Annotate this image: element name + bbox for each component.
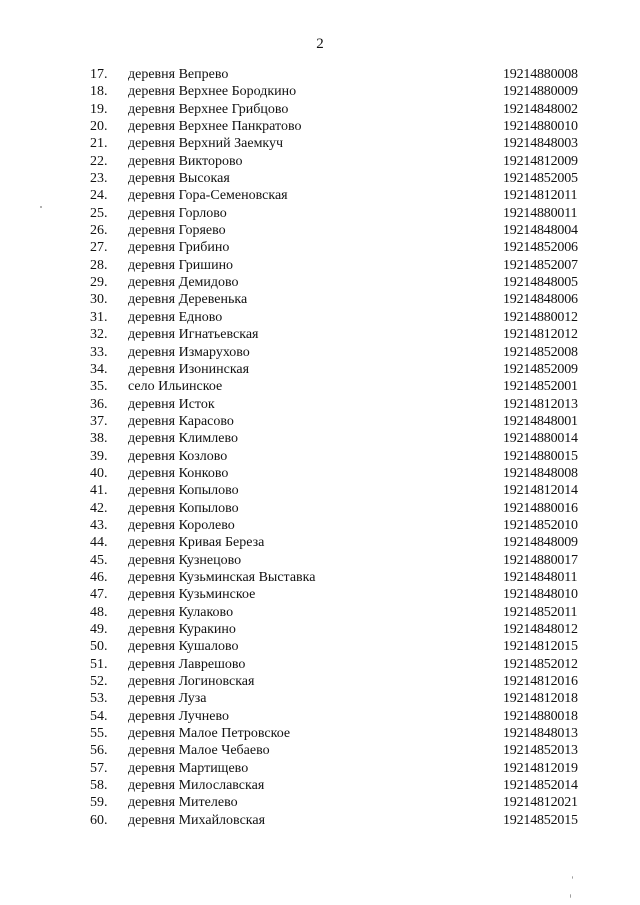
settlement-name: деревня Лаврешово [128, 656, 246, 672]
list-item [0, 794, 640, 811]
row-number: 54. [90, 708, 108, 724]
settlement-code: 19214880011 [503, 205, 578, 221]
list-item [0, 326, 640, 343]
settlement-name: деревня Карасово [128, 413, 234, 429]
row-number: 22. [90, 153, 108, 169]
settlement-name: деревня Кривая Береза [128, 535, 265, 551]
row-number: 23. [90, 171, 108, 187]
scan-speck [570, 894, 571, 898]
list-item [0, 205, 640, 222]
settlement-code: 19214848002 [503, 101, 578, 117]
list-item [0, 812, 640, 829]
settlement-name: деревня Верхнее Бородкино [128, 84, 297, 100]
list-item [0, 656, 640, 673]
settlement-name: деревня Едново [128, 309, 223, 325]
row-number: 39. [90, 448, 108, 464]
settlement-name: село Ильинское [128, 379, 223, 395]
row-number: 36. [90, 396, 108, 412]
list-item [0, 482, 640, 499]
settlement-name: деревня Луза [128, 691, 207, 707]
row-number: 30. [90, 292, 108, 308]
list-item [0, 118, 640, 135]
settlement-code: 19214880008 [503, 67, 578, 82]
row-number: 31. [90, 309, 108, 325]
settlement-name: деревня Викторово [128, 153, 243, 169]
list-item [0, 396, 640, 413]
settlement-name: деревня Кулаково [128, 604, 234, 620]
settlement-code: 19214848006 [503, 292, 578, 308]
list-item [0, 187, 640, 204]
settlement-name: деревня Горяево [128, 223, 226, 239]
settlement-name: деревня Кушалово [128, 639, 239, 655]
settlement-code: 19214848001 [503, 413, 578, 429]
settlement-name: деревня Копылово [128, 483, 239, 499]
settlement-code: 19214812018 [503, 691, 578, 707]
list-item [0, 534, 640, 551]
settlement-code: 19214852005 [503, 171, 578, 187]
settlement-name: деревня Климлево [128, 431, 238, 447]
settlement-name: деревня Копылово [128, 500, 239, 516]
settlement-name: деревня Деревенька [128, 292, 248, 308]
row-number: 52. [90, 674, 108, 690]
settlement-name: деревня Демидово [128, 275, 239, 291]
list-item [0, 239, 640, 256]
settlement-name: деревня Исток [128, 396, 215, 412]
list-item [0, 569, 640, 586]
page-number: 2 [316, 36, 324, 52]
row-number: 41. [90, 483, 108, 499]
settlement-code: 19214812009 [503, 153, 578, 169]
settlement-code: 19214848004 [503, 223, 578, 239]
row-number: 37. [90, 413, 108, 429]
list-item [0, 413, 640, 430]
list-item [0, 170, 640, 187]
settlement-code: 19214880010 [503, 119, 578, 135]
row-number: 27. [90, 240, 108, 256]
list-item [0, 153, 640, 170]
settlement-code: 19214880017 [503, 552, 578, 568]
row-number: 43. [90, 517, 108, 533]
row-number: 17. [90, 67, 108, 82]
row-number: 50. [90, 639, 108, 655]
settlement-name: деревня Грибино [128, 240, 230, 256]
row-number: 51. [90, 656, 108, 672]
list-item [0, 552, 640, 569]
row-number: 20. [90, 119, 108, 135]
row-number: 49. [90, 622, 108, 637]
settlement-code: 19214852007 [503, 257, 578, 273]
list-item [0, 274, 640, 291]
row-number: 34. [90, 361, 108, 377]
settlement-name: деревня Куракино [128, 622, 236, 637]
settlement-name: деревня Малое Чебаево [128, 743, 270, 759]
settlement-code: 19214812014 [503, 483, 578, 499]
settlement-name: деревня Кузнецово [128, 552, 242, 568]
list-item [0, 500, 640, 517]
settlement-name: деревня Лучнево [128, 708, 230, 724]
list-item [0, 742, 640, 759]
list-item [0, 361, 640, 378]
row-number: 44. [90, 535, 108, 551]
settlement-code: 19214880016 [503, 500, 578, 516]
settlement-name: деревня Королево [128, 517, 235, 533]
settlement-name: деревня Верхний Заемкуч [128, 136, 284, 152]
settlement-code: 19214852009 [503, 361, 578, 377]
list-item [0, 66, 640, 83]
row-number: 33. [90, 344, 108, 360]
settlement-code: 19214848012 [503, 622, 578, 637]
settlement-code: 19214880009 [503, 84, 578, 100]
list-item [0, 517, 640, 534]
settlement-code: 19214852014 [503, 778, 578, 794]
settlement-name: деревня Мартищево [128, 760, 249, 776]
row-number: 48. [90, 604, 108, 620]
settlement-code: 19214848010 [503, 587, 578, 603]
row-number: 19. [90, 101, 108, 117]
settlement-name: деревня Михайловская [128, 812, 266, 828]
list-item [0, 448, 640, 465]
row-number: 21. [90, 136, 108, 152]
row-number: 47. [90, 587, 108, 603]
settlement-code: 19214812019 [503, 760, 578, 776]
list-item [0, 638, 640, 655]
settlement-code: 19214852008 [503, 344, 578, 360]
settlement-code: 19214848005 [503, 275, 578, 291]
row-number: 26. [90, 223, 108, 239]
list-item [0, 344, 640, 361]
settlement-code: 19214812012 [503, 327, 578, 343]
settlement-code: 19214812015 [503, 639, 578, 655]
settlement-name: деревня Верхнее Панкратово [128, 119, 302, 135]
settlement-name: деревня Вепрево [128, 67, 229, 82]
row-number: 35. [90, 379, 108, 395]
settlement-code: 19214852012 [503, 656, 578, 672]
scan-speck [572, 876, 573, 879]
row-number: 45. [90, 552, 108, 568]
list-item [0, 465, 640, 482]
settlement-code: 19214852013 [503, 743, 578, 759]
list-item [0, 586, 640, 603]
row-number: 28. [90, 257, 108, 273]
settlement-code: 19214880012 [503, 309, 578, 325]
row-number: 46. [90, 569, 108, 585]
row-number: 32. [90, 327, 108, 343]
row-number: 56. [90, 743, 108, 759]
list-item [0, 83, 640, 100]
row-number: 40. [90, 465, 108, 481]
settlement-name: деревня Высокая [128, 171, 230, 187]
settlement-name: деревня Логиновская [128, 674, 255, 690]
row-number: 58. [90, 778, 108, 794]
settlement-code: 19214812011 [503, 188, 578, 204]
row-number: 24. [90, 188, 108, 204]
list-item [0, 291, 640, 308]
row-number: 53. [90, 691, 108, 707]
settlement-code: 19214852010 [503, 517, 578, 533]
row-number: 25. [90, 205, 108, 221]
settlement-name: деревня Измарухово [128, 344, 250, 360]
list-item [0, 673, 640, 690]
list-item [0, 777, 640, 794]
list-item [0, 708, 640, 725]
settlement-code: 19214812021 [503, 795, 578, 811]
settlement-code: 19214848008 [503, 465, 578, 481]
settlement-code: 19214848013 [503, 726, 578, 742]
list-item [0, 257, 640, 274]
settlement-name: деревня Верхнее Грибцово [128, 101, 289, 117]
settlement-code: 19214848011 [503, 569, 578, 585]
settlement-name: деревня Гора-Семеновская [128, 188, 288, 204]
row-number: 18. [90, 84, 108, 100]
list-item [0, 430, 640, 447]
list-item [0, 621, 640, 638]
list-item [0, 760, 640, 777]
list-item [0, 101, 640, 118]
settlement-code: 19214852001 [503, 379, 578, 395]
scan-speck [40, 206, 42, 208]
row-number: 29. [90, 275, 108, 291]
settlement-name: деревня Мителево [128, 795, 238, 811]
settlement-name: деревня Конково [128, 465, 229, 481]
settlement-code: 19214848003 [503, 136, 578, 152]
list-item [0, 725, 640, 742]
settlement-code: 19214852011 [503, 604, 578, 620]
row-number: 38. [90, 431, 108, 447]
settlement-code: 19214812013 [503, 396, 578, 412]
settlement-code: 19214880015 [503, 448, 578, 464]
row-number: 55. [90, 726, 108, 742]
settlement-code: 19214812016 [503, 674, 578, 690]
settlement-code: 19214848009 [503, 535, 578, 551]
settlement-name: деревня Игнатьевская [128, 327, 259, 343]
list-item [0, 604, 640, 621]
settlement-name: деревня Кузьминская Выставка [128, 569, 316, 585]
row-number: 59. [90, 795, 108, 811]
list-item [0, 378, 640, 395]
settlement-name: деревня Кузьминское [128, 587, 256, 603]
settlement-name: деревня Гришино [128, 257, 234, 273]
settlement-name: деревня Малое Петровское [128, 726, 291, 742]
list-item [0, 135, 640, 152]
settlement-code: 19214852015 [503, 812, 578, 828]
list-item [0, 309, 640, 326]
list-item [0, 690, 640, 707]
settlement-name: деревня Милославская [128, 778, 265, 794]
settlement-code: 19214880014 [503, 431, 578, 447]
settlement-code: 19214852006 [503, 240, 578, 256]
row-number: 60. [90, 812, 108, 828]
list-item [0, 222, 640, 239]
row-number: 57. [90, 760, 108, 776]
settlement-code: 19214880018 [503, 708, 578, 724]
row-number: 42. [90, 500, 108, 516]
settlement-name: деревня Изонинская [128, 361, 250, 377]
settlement-name: деревня Козлово [128, 448, 228, 464]
settlement-name: деревня Горлово [128, 205, 227, 221]
settlement-list [0, 66, 640, 829]
